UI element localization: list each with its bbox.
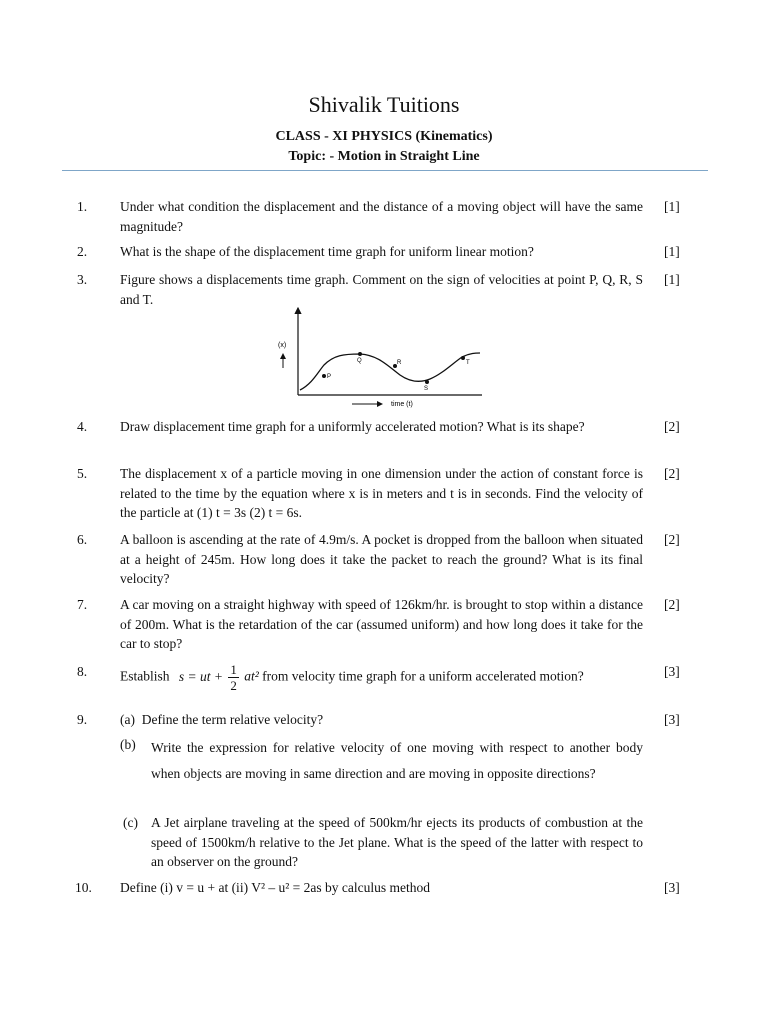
point-s xyxy=(425,380,429,384)
question-number: 7. xyxy=(77,597,88,612)
question-text: Draw displacement time graph for a uniformly accelerated motion? What is its shape? xyxy=(120,419,585,434)
question-marks: [1] xyxy=(664,272,680,287)
question-marks: [1] xyxy=(664,244,680,259)
question-marks: [1] xyxy=(664,199,680,214)
question-number: 3. xyxy=(77,272,88,287)
question-marks: [2] xyxy=(664,532,680,547)
header-rule xyxy=(62,170,708,171)
institute-title: Shivalik Tuitions xyxy=(308,92,460,117)
question-marks: [3] xyxy=(664,712,680,727)
question-text: Figure shows a displacements time graph. Comment on the sign of velocities at point P, Q, R, S and T. xyxy=(120,272,643,307)
text-after: from velocity time graph for a uniform accelerated motion? xyxy=(262,668,584,684)
question-number: 2. xyxy=(77,244,88,259)
question-marks: [3] xyxy=(664,880,680,895)
question-text: Under what condition the displacement and the distance of a moving object will have the same magnitude? xyxy=(120,199,643,234)
formula-rhs: at² xyxy=(244,668,259,684)
subpart-a xyxy=(120,710,643,730)
question-number: 10. xyxy=(75,880,92,895)
question-marks: [3] xyxy=(664,664,680,679)
question-number: 8. xyxy=(77,664,88,679)
fraction-denominator: 2 xyxy=(230,678,237,693)
question-marks: [2] xyxy=(664,419,680,434)
point-label-s: S xyxy=(424,386,429,392)
question-text: What is the shape of the displacement time graph for uniform linear motion? xyxy=(120,244,534,259)
x-axis-label: time (t) xyxy=(391,401,413,408)
question-number: 5. xyxy=(77,466,88,481)
question-number: 4. xyxy=(77,419,88,434)
subpart-label: (c) xyxy=(123,815,138,830)
point-label-r: R xyxy=(397,360,402,366)
question-number: 1. xyxy=(77,199,88,214)
subpart-label: (a) xyxy=(120,712,135,727)
subpart-text: A Jet airplane traveling at the speed of 500km/hr ejects its products of combustion at the speed of 1500km/h relative to the Jet plane. What is the speed of the latter with respect to an observer on the ground? xyxy=(151,815,643,869)
question-marks: [2] xyxy=(664,466,680,481)
point-q xyxy=(358,352,362,356)
point-t xyxy=(461,356,465,360)
question-number: 6. xyxy=(77,532,88,547)
subpart-text: Define the term relative velocity? xyxy=(141,712,324,727)
displacement-curve xyxy=(300,353,480,390)
text-before: Establish xyxy=(120,668,170,684)
point-label-t: T xyxy=(466,360,470,366)
point-label-q: Q xyxy=(357,358,362,364)
subpart-text: Write the expression for relative velocity of one moving with respect to another body when objects are moving in same direction and are moving in opposite directions? xyxy=(151,740,643,781)
class-line: CLASS - XI PHYSICS (Kinematics) xyxy=(275,129,493,144)
question-text: A balloon is ascending at the rate of 4.9m/s. A pocket is dropped from the balloon when situated at a height of 245m. How long does it take the packet to reach the ground? What is its final velocity? xyxy=(120,532,643,586)
y-axis-label: (x) xyxy=(278,342,287,349)
point-p xyxy=(322,374,326,378)
question-text xyxy=(120,662,643,693)
formula-lhs: s = ut + xyxy=(178,668,223,684)
fraction-numerator: 1 xyxy=(230,662,237,677)
point-label-p: P xyxy=(327,374,332,380)
question-number: 9. xyxy=(77,712,88,727)
question-text: The displacement x of a particle moving in one dimension under the action of constant force is related to the time by the equation where x is in meters and t is in seconds. Find the velocity of the particle at (1) t = 3s (2) t = 6s. xyxy=(120,466,643,520)
subpart-label: (b) xyxy=(120,737,136,752)
displacement-time-figure xyxy=(270,300,495,412)
formula-fraction xyxy=(228,662,239,693)
question-marks: [2] xyxy=(664,597,680,612)
question-text: A car moving on a straight highway with speed of 126km/hr. is brought to stop within a distance of 200m. What is the retardation of the car (assumed uniform) and how long does it take for the car to stop? xyxy=(120,597,643,651)
topic-line: Topic: - Motion in Straight Line xyxy=(288,149,480,164)
question-text: Define (i) v = u + at (ii) V² – u² = 2as by calculus method xyxy=(120,880,430,895)
